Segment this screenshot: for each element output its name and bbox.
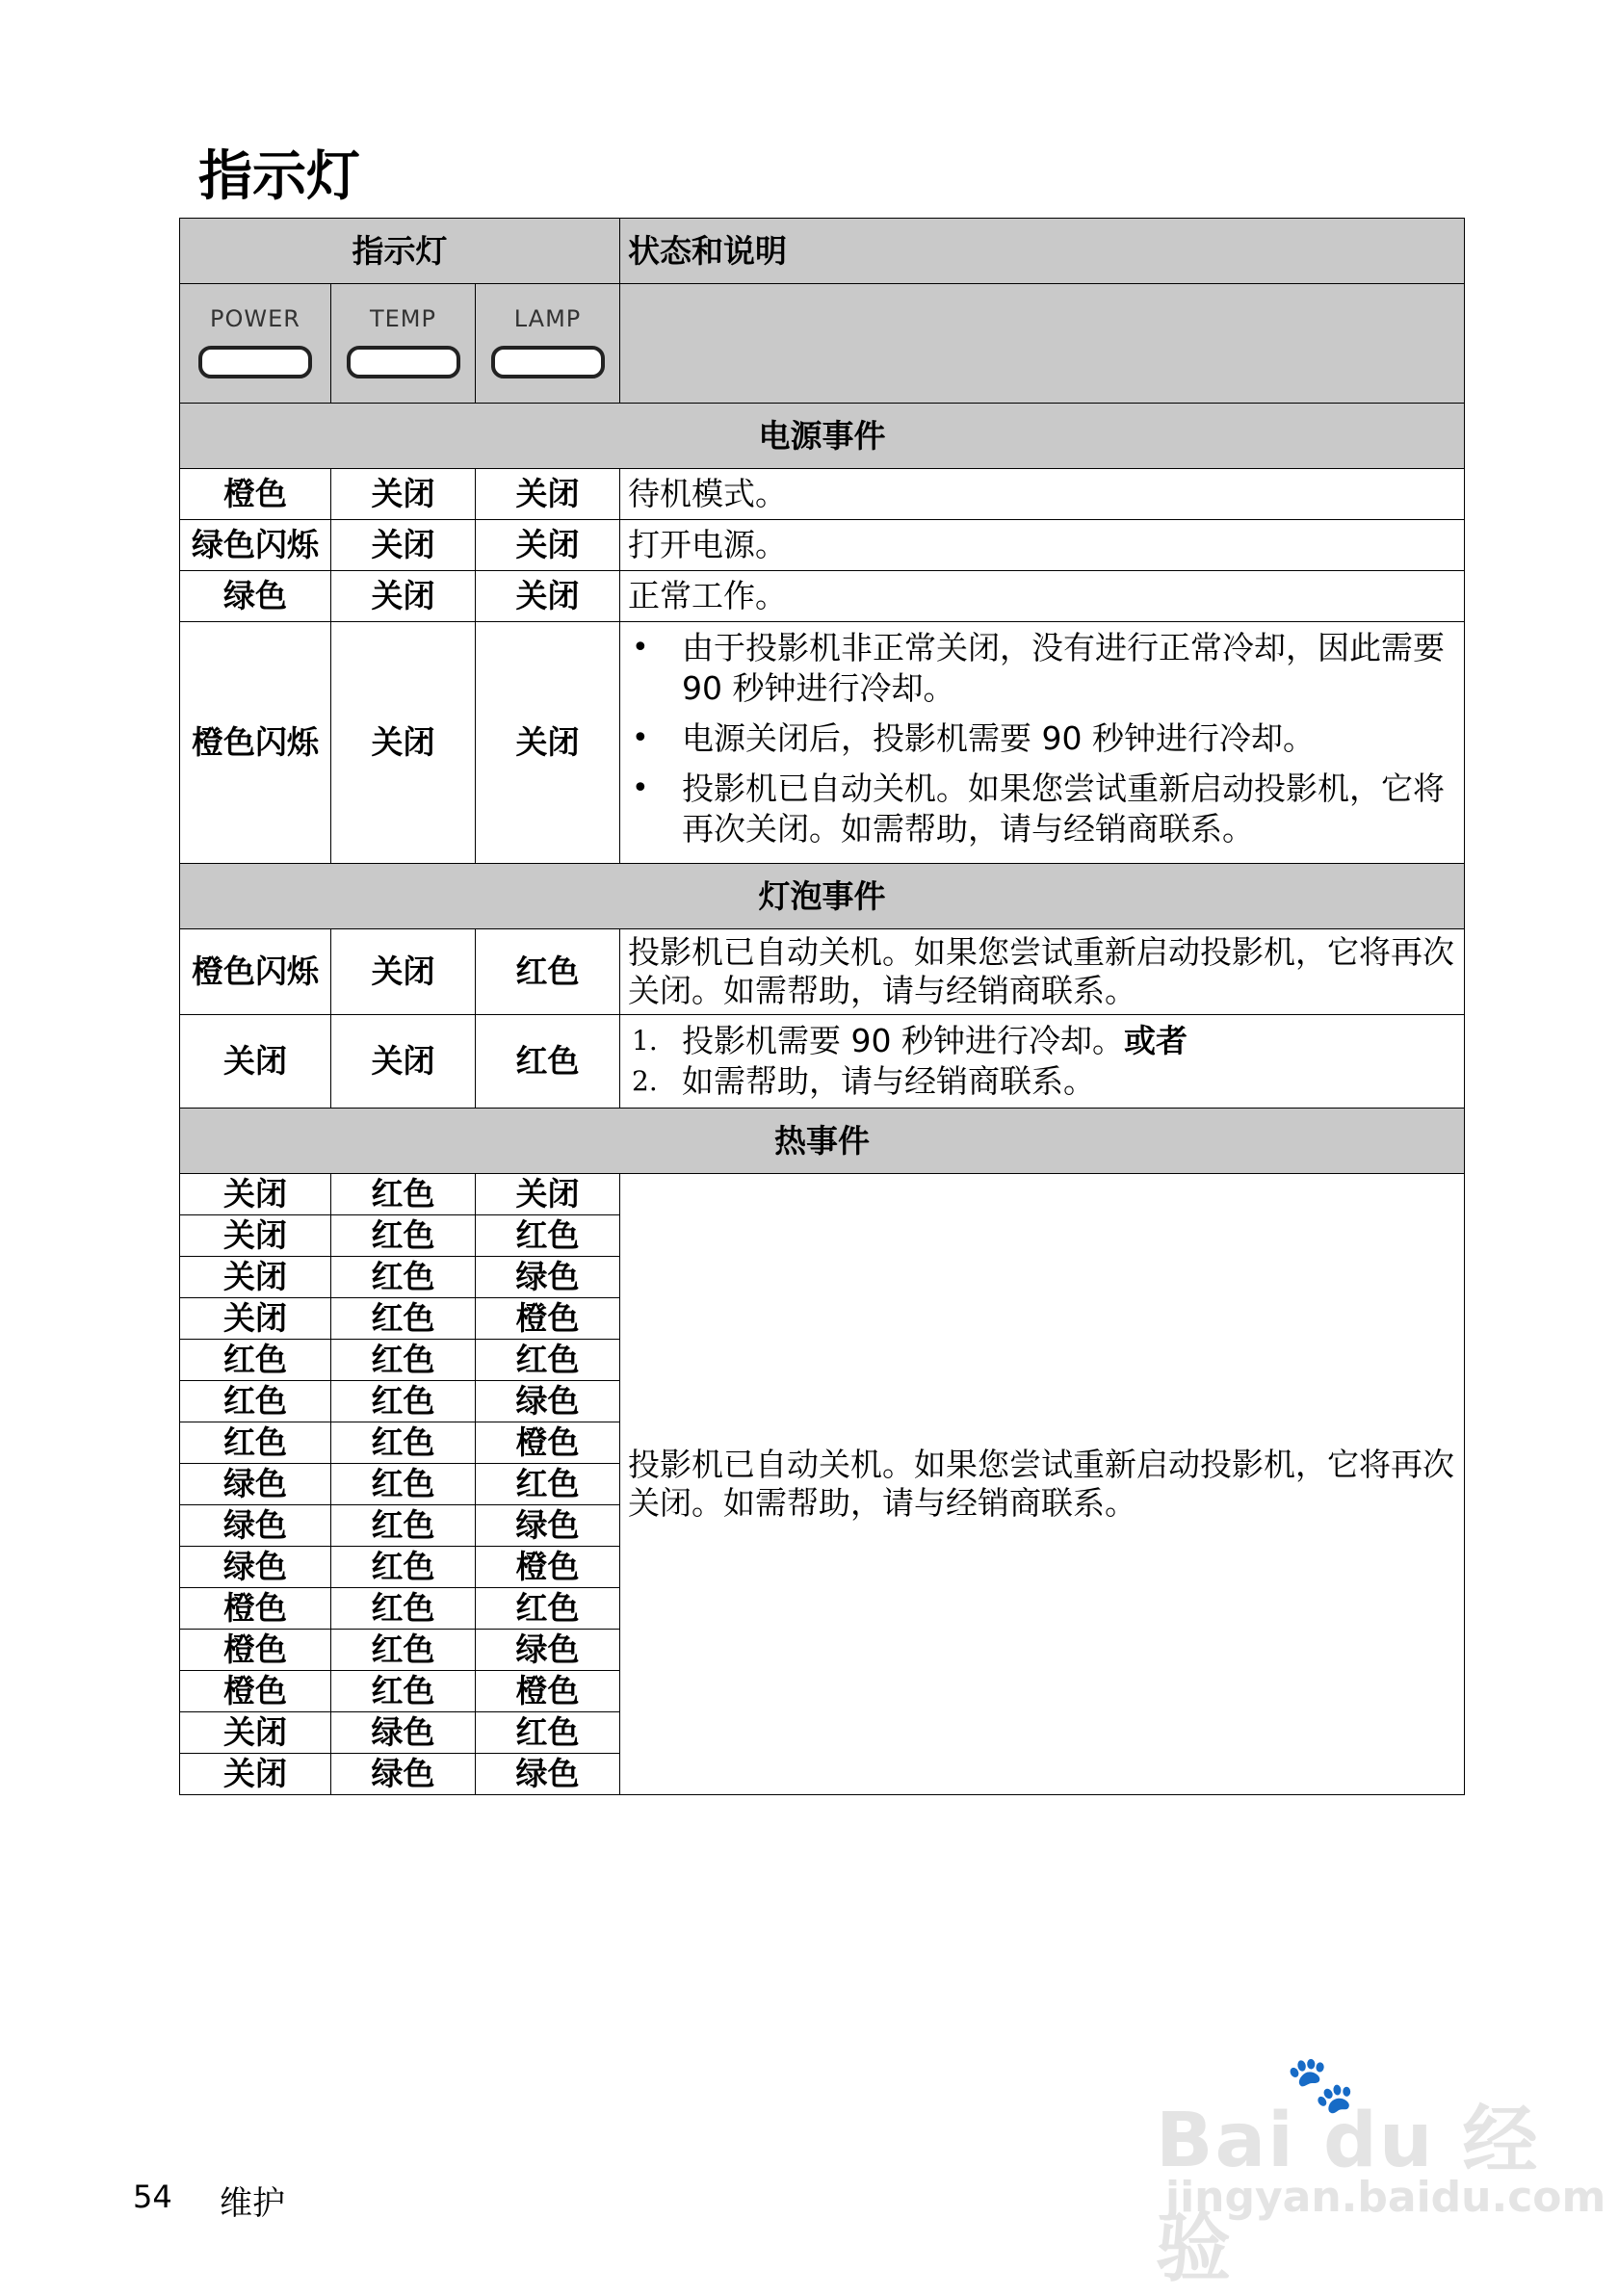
temp-cell: 红色 (331, 1340, 476, 1381)
power-cell: 橙色闪烁 (180, 929, 331, 1015)
power-cell: 绿色 (180, 571, 331, 622)
power-cell: 橙色闪烁 (180, 622, 331, 864)
lamp-cell: 绿色 (476, 1257, 620, 1298)
power-cell: 关闭 (180, 1712, 331, 1754)
heat-status-cell: 投影机已自动关机。如果您尝试重新启动投影机，它将再次关闭。如需帮助，请与经销商联系。 (620, 1174, 1465, 1795)
power-cell: 橙色 (180, 1671, 331, 1712)
power-cell: 绿色 (180, 1547, 331, 1588)
power-cell: 红色 (180, 1381, 331, 1422)
led-power (180, 284, 331, 404)
header-indicator: 指示灯 (180, 219, 620, 284)
list-item (628, 769, 1456, 849)
led-icon-row-blank (620, 284, 1465, 404)
power-cell: 橙色 (180, 1588, 331, 1630)
watermark-logo: Bai du 经验 (1156, 2098, 1540, 2292)
led-temp (331, 284, 476, 404)
lamp-cell: 红色 (476, 1340, 620, 1381)
temp-cell: 红色 (331, 1588, 476, 1630)
led-power-label: POWER (210, 305, 300, 332)
power-cell: 关闭 (180, 1174, 331, 1215)
list-item-text: 如需帮助，请与经销商联系。 (682, 1062, 1096, 1100)
section-heat (180, 1109, 1465, 1174)
lamp-cell: 橙色 (476, 1422, 620, 1464)
lamp-cell: 关闭 (476, 520, 620, 571)
lamp-cell: 绿色 (476, 1754, 620, 1795)
temp-cell: 红色 (331, 1505, 476, 1547)
status-cell: 待机模式。 (620, 469, 1465, 520)
indicator-table (179, 218, 1465, 1795)
lamp-led-icon (491, 346, 605, 378)
temp-cell: 关闭 (331, 469, 476, 520)
temp-cell: 红色 (331, 1630, 476, 1671)
watermark (1146, 2051, 1606, 2292)
page-number: 54 (133, 2179, 172, 2215)
section-power (180, 404, 1465, 469)
temp-cell: 红色 (331, 1671, 476, 1712)
power-cell: 关闭 (180, 1015, 331, 1109)
section-heat-title: 热事件 (180, 1109, 1465, 1174)
led-lamp (476, 284, 620, 404)
list-item (628, 628, 1456, 709)
lamp-cell: 红色 (476, 1588, 620, 1630)
temp-cell: 红色 (331, 1257, 476, 1298)
table-row (180, 929, 1465, 1015)
temp-cell: 红色 (331, 1464, 476, 1505)
status-cell: 正常工作。 (620, 571, 1465, 622)
numbered-list (628, 1021, 1456, 1102)
temp-cell: 关闭 (331, 571, 476, 622)
lamp-cell: 红色 (476, 1215, 620, 1257)
lamp-cell: 关闭 (476, 571, 620, 622)
power-cell: 绿色 (180, 1505, 331, 1547)
power-cell: 关闭 (180, 1298, 331, 1340)
lamp-cell: 绿色 (476, 1630, 620, 1671)
lamp-cell: 红色 (476, 1464, 620, 1505)
power-cell: 关闭 (180, 1215, 331, 1257)
bullet-icon: • (632, 631, 649, 665)
temp-cell: 红色 (331, 1215, 476, 1257)
section-lamp (180, 864, 1465, 929)
table-row (180, 1015, 1465, 1109)
list-item (628, 1021, 1456, 1061)
temp-cell: 红色 (331, 1547, 476, 1588)
list-number: 2. (632, 1065, 658, 1097)
list-item (628, 718, 1456, 759)
table-row (180, 520, 1465, 571)
lamp-cell: 关闭 (476, 469, 620, 520)
paw-icon: 🐾 (1286, 2051, 1356, 2117)
watermark-url: jingyan.baidu.com (1165, 2173, 1606, 2222)
temp-cell: 关闭 (331, 929, 476, 1015)
temp-led-icon (347, 346, 460, 378)
status-cell: 打开电源。 (620, 520, 1465, 571)
section-power-title: 电源事件 (180, 404, 1465, 469)
lamp-cell: 橙色 (476, 1298, 620, 1340)
power-cell: 红色 (180, 1340, 331, 1381)
power-cell: 红色 (180, 1422, 331, 1464)
list-item-text: 投影机需要 90 秒钟进行冷却。 (682, 1022, 1124, 1059)
lamp-cell: 橙色 (476, 1547, 620, 1588)
temp-cell: 红色 (331, 1381, 476, 1422)
led-lamp-label: LAMP (513, 305, 582, 332)
temp-cell: 红色 (331, 1174, 476, 1215)
table-row (180, 469, 1465, 520)
temp-cell: 红色 (331, 1298, 476, 1340)
power-led-icon (198, 346, 312, 378)
header-status: 状态和说明 (620, 219, 1465, 284)
list-number: 1. (632, 1025, 658, 1057)
power-cell: 橙色 (180, 469, 331, 520)
power-cell: 关闭 (180, 1754, 331, 1795)
section-lamp-title: 灯泡事件 (180, 864, 1465, 929)
list-item-text: 由于投影机非正常关闭，没有进行正常冷却，因此需要 90 秒钟进行冷却。 (682, 629, 1446, 707)
temp-cell: 绿色 (331, 1712, 476, 1754)
status-cell (620, 622, 1465, 864)
lamp-cell: 绿色 (476, 1505, 620, 1547)
power-cell: 橙色 (180, 1630, 331, 1671)
lamp-cell: 关闭 (476, 1174, 620, 1215)
lamp-cell: 红色 (476, 929, 620, 1015)
temp-cell: 绿色 (331, 1754, 476, 1795)
table-row (180, 622, 1465, 864)
lamp-cell: 红色 (476, 1015, 620, 1109)
list-item-text: 投影机已自动关机。如果您尝试重新启动投影机，它将再次关闭。如需帮助，请与经销商联系。 (682, 770, 1446, 848)
power-cell: 绿色 (180, 1464, 331, 1505)
bullet-list (628, 628, 1456, 849)
lamp-cell: 红色 (476, 1712, 620, 1754)
lamp-cell: 绿色 (476, 1381, 620, 1422)
power-cell: 关闭 (180, 1257, 331, 1298)
bullet-icon: • (632, 771, 649, 805)
power-cell: 绿色闪烁 (180, 520, 331, 571)
lamp-cell: 橙色 (476, 1671, 620, 1712)
page-title: 指示灯 (198, 145, 360, 208)
temp-cell: 关闭 (331, 1015, 476, 1109)
footer-section: 维护 (220, 2184, 285, 2223)
list-item (628, 1061, 1456, 1102)
list-item-text: 电源关闭后，投影机需要 90 秒钟进行冷却。 (682, 719, 1315, 757)
led-temp-label: TEMP (369, 305, 436, 332)
status-cell (620, 1015, 1465, 1109)
temp-cell: 红色 (331, 1422, 476, 1464)
table-header-row (180, 219, 1465, 284)
temp-cell: 关闭 (331, 622, 476, 864)
bullet-icon: • (632, 721, 649, 755)
status-cell: 投影机已自动关机。如果您尝试重新启动投影机，它将再次关闭。如需帮助，请与经销商联系。 (620, 929, 1465, 1015)
temp-cell: 关闭 (331, 520, 476, 571)
heat-row (180, 1174, 1465, 1215)
led-icon-row (180, 284, 1465, 404)
table-row (180, 571, 1465, 622)
lamp-cell: 关闭 (476, 622, 620, 864)
list-item-bold: 或者 (1124, 1022, 1187, 1059)
